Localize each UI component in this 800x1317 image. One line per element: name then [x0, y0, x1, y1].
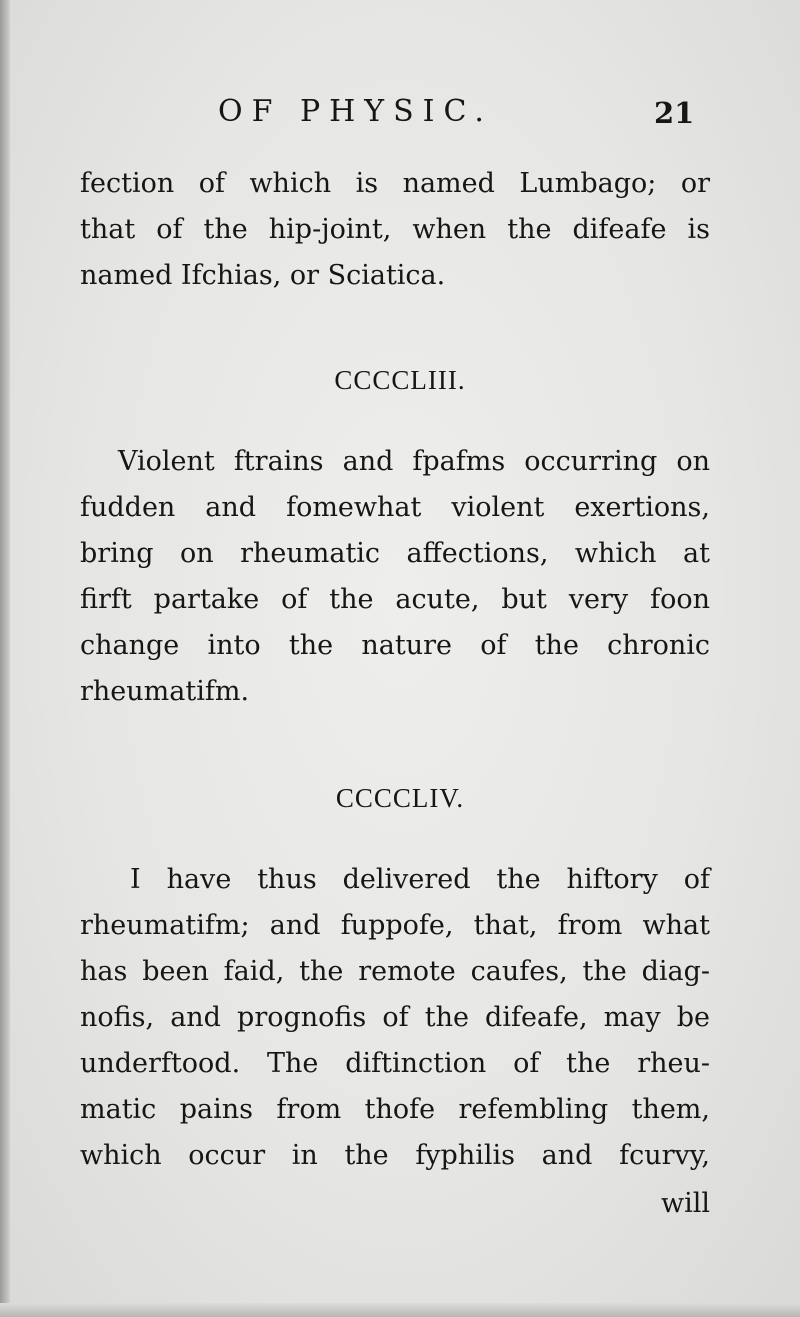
section-heading: CCCCLIV. [335, 783, 465, 813]
text-line: bring on rheumatic affections, which at [80, 538, 710, 569]
text-line: named Ifchias, or Sciatica. [80, 260, 446, 291]
text-line: matic pains from thofe refembling them, [80, 1094, 710, 1125]
text-line: change into the nature of the chronic [80, 630, 710, 661]
text-line: that of the hip-joint, when the difeafe is [80, 214, 710, 245]
text-line: fection of which is named Lumbago; or [80, 168, 710, 199]
section-heading: CCCCLIII. [334, 365, 466, 395]
text-line: has been faid, the remote caufes, the diag- [80, 956, 710, 987]
text-line: nofis, and prognofis of the difeafe, may be [80, 1002, 710, 1033]
text-line: which occur in the fyphilis and fcurvy, [80, 1140, 710, 1171]
text-line: I have thus delivered the hiftory of [130, 864, 710, 895]
text-line: firft partake of the acute, but very foon [80, 584, 710, 615]
text-line: rheumatifm; and fuppofe, that, from what [80, 910, 710, 941]
text-line: Violent ftrains and fpafms occurring on [118, 446, 710, 477]
text-line: rheumatifm. [80, 676, 250, 707]
text-line: underftood. The diftinction of the rheu- [80, 1048, 710, 1079]
running-head: OF PHYSIC. [218, 94, 493, 129]
text-line: fudden and fomewhat violent exertions, [80, 492, 710, 523]
page-left-edge [0, 0, 10, 1317]
page-bottom-edge [0, 1303, 800, 1317]
page-number: 21 [654, 96, 695, 130]
catchword: will [660, 1188, 710, 1219]
